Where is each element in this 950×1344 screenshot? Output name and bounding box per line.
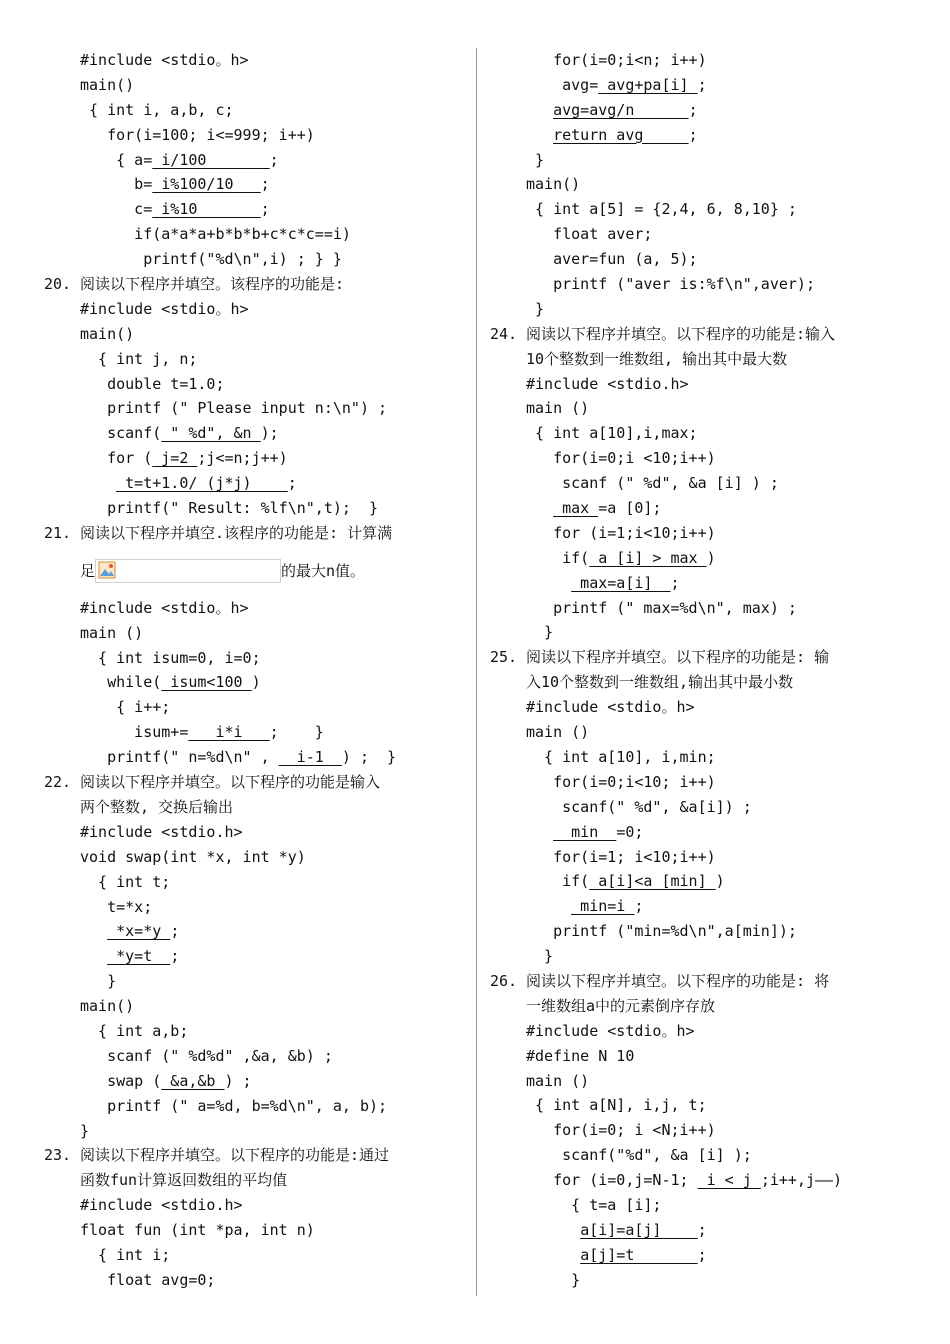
blank-answer: max bbox=[553, 499, 599, 518]
line-suffix: ) bbox=[251, 673, 261, 692]
line-text: for(i=1; i<10;i++) bbox=[526, 847, 716, 866]
line-text: 阅读以下程序并填空。以下程序的功能是输入 bbox=[80, 773, 381, 792]
question-line bbox=[44, 272, 464, 297]
code-line bbox=[490, 247, 920, 272]
line-suffix: ; bbox=[634, 897, 644, 916]
code-line bbox=[490, 521, 920, 546]
line-text: for(i=100; i<=999; i++) bbox=[80, 125, 315, 144]
blank-answer: i%100/10 bbox=[152, 175, 261, 194]
code-line bbox=[490, 770, 920, 795]
code-line bbox=[490, 695, 920, 720]
line-text: if( bbox=[526, 872, 590, 891]
line-text: 阅读以下程序并填空。以下程序的功能是: 输 bbox=[526, 648, 830, 667]
code-line bbox=[490, 123, 920, 148]
code-line bbox=[490, 1243, 920, 1268]
question-number: 26. bbox=[490, 971, 518, 990]
line-text: } bbox=[526, 623, 554, 642]
line-text: printf(" n=%d\n" , bbox=[80, 748, 279, 767]
question-number: 23. bbox=[44, 1146, 72, 1165]
code-line bbox=[44, 1168, 464, 1193]
code-line bbox=[490, 919, 920, 944]
line-text: #include <stdio.h> bbox=[80, 822, 243, 841]
code-line bbox=[490, 745, 920, 770]
line-text: for(i=0;i<n; i++) bbox=[526, 51, 707, 69]
line-text: for(i=0; i <N;i++) bbox=[526, 1121, 716, 1140]
line-suffix: ;i++,j——) bbox=[760, 1171, 843, 1190]
line-suffix: ) bbox=[706, 548, 716, 567]
code-line bbox=[490, 994, 920, 1019]
line-text: { int t; bbox=[80, 872, 171, 891]
code-line bbox=[490, 1069, 920, 1094]
left-column bbox=[44, 48, 464, 1293]
line-text: while( bbox=[80, 673, 162, 692]
line-text: aver=fun (a, 5); bbox=[526, 250, 698, 269]
line-text: { int a[5] = {2,4, 6, 8,10} ; bbox=[526, 200, 797, 219]
line-text: printf (" Please input n:\n") ; bbox=[80, 399, 388, 418]
line-text bbox=[80, 922, 107, 940]
code-line bbox=[490, 894, 920, 919]
code-line bbox=[490, 73, 920, 98]
line-text: #include <stdio。h> bbox=[80, 299, 249, 318]
code-line bbox=[44, 496, 464, 521]
line-text: scanf( bbox=[80, 424, 162, 443]
line-text: for (i=1;i<10;i++) bbox=[526, 523, 716, 542]
line-text: for(i=0;i <10;i++) bbox=[526, 449, 716, 468]
code-line bbox=[44, 670, 464, 695]
code-line bbox=[44, 720, 464, 745]
line-suffix: ; bbox=[688, 125, 698, 144]
line-text: 入10个整数到一维数组,输出其中最小数 bbox=[526, 673, 794, 692]
code-line bbox=[44, 1019, 464, 1044]
blank-answer: return avg bbox=[553, 125, 689, 144]
line-suffix: ; bbox=[170, 922, 180, 941]
blank-answer: min=i bbox=[571, 897, 635, 916]
line-text bbox=[526, 101, 553, 119]
code-line bbox=[44, 845, 464, 870]
formula-image bbox=[95, 559, 281, 583]
line-text: isum+= bbox=[80, 723, 189, 742]
code-line bbox=[490, 620, 920, 645]
code-line bbox=[490, 546, 920, 571]
code-line bbox=[44, 994, 464, 1019]
question-number: 25. bbox=[490, 648, 518, 667]
question-line bbox=[490, 969, 920, 994]
code-line bbox=[44, 944, 464, 969]
code-line bbox=[490, 869, 920, 894]
code-line bbox=[490, 272, 920, 297]
blank-answer: t=t+1.0/ (j*j) bbox=[116, 474, 288, 493]
code-line bbox=[490, 1193, 920, 1218]
line-text: b= bbox=[80, 175, 153, 194]
code-line bbox=[44, 372, 464, 397]
line-text: main() bbox=[80, 75, 135, 94]
line-text: { int a[N], i,j, t; bbox=[526, 1096, 707, 1115]
line-text: #include <stdio。h> bbox=[80, 51, 249, 69]
line-text: #define N 10 bbox=[526, 1046, 635, 1065]
code-line bbox=[44, 322, 464, 347]
line-text: 阅读以下程序并填空。该程序的功能是: bbox=[80, 275, 345, 294]
blank-answer: *x=*y bbox=[107, 922, 171, 941]
code-line bbox=[44, 247, 464, 272]
right-column bbox=[490, 48, 920, 1293]
line-text: #include <stdio.h> bbox=[526, 374, 689, 393]
line-suffix: 的最大n值。 bbox=[281, 561, 366, 580]
blank-answer: max=a[i] bbox=[571, 573, 671, 592]
code-line bbox=[490, 496, 920, 521]
line-text: main () bbox=[526, 723, 590, 742]
code-line bbox=[44, 123, 464, 148]
line-text: printf ("min=%d\n",a[min]); bbox=[526, 922, 797, 941]
blank-answer: min bbox=[553, 822, 617, 841]
line-text bbox=[80, 947, 107, 965]
code-line bbox=[490, 471, 920, 496]
code-line bbox=[44, 1044, 464, 1069]
code-line bbox=[44, 347, 464, 372]
code-line bbox=[44, 646, 464, 671]
line-text: 阅读以下程序并填空。以下程序的功能是:输入 bbox=[526, 324, 836, 343]
line-text: 一维数组a中的元素倒序存放 bbox=[526, 996, 716, 1015]
code-line bbox=[490, 1218, 920, 1243]
line-text: printf("%d\n",i) ; } } bbox=[80, 250, 342, 269]
code-line bbox=[44, 870, 464, 895]
question-number: 21. bbox=[44, 523, 72, 542]
line-suffix: ; bbox=[697, 75, 707, 94]
code-line bbox=[490, 670, 920, 695]
line-text: { int j, n; bbox=[80, 349, 198, 368]
broken-image-icon bbox=[98, 561, 116, 579]
code-line bbox=[44, 621, 464, 646]
code-line bbox=[44, 73, 464, 98]
code-line bbox=[490, 1044, 920, 1069]
blank-answer: avg+pa[i] bbox=[598, 75, 698, 94]
code-line bbox=[44, 820, 464, 845]
line-text bbox=[80, 474, 116, 492]
line-suffix: ; bbox=[260, 200, 270, 219]
code-line bbox=[44, 222, 464, 247]
line-text: #include <stdio。h> bbox=[526, 1021, 695, 1040]
line-text: for (i=0,j=N-1; bbox=[526, 1171, 698, 1190]
code-line bbox=[44, 98, 464, 123]
line-text bbox=[526, 1221, 580, 1239]
line-text: main() bbox=[526, 175, 581, 194]
blank-answer: i*i bbox=[188, 723, 270, 742]
line-text: scanf("%d", &a [i] ); bbox=[526, 1146, 752, 1165]
line-suffix: =a [0]; bbox=[598, 499, 662, 518]
blank-answer: i%10 bbox=[152, 200, 261, 219]
code-line bbox=[490, 596, 920, 621]
code-line bbox=[490, 197, 920, 222]
code-line bbox=[44, 546, 464, 596]
line-text bbox=[526, 499, 553, 517]
code-line bbox=[44, 48, 464, 73]
line-text: { int a[10], i,min; bbox=[526, 747, 716, 766]
line-text: { int isum=0, i=0; bbox=[80, 648, 261, 667]
question-line bbox=[490, 322, 920, 347]
line-suffix: ; bbox=[260, 175, 270, 194]
code-line bbox=[490, 1118, 920, 1143]
line-text: printf (" a=%d, b=%d\n", a, b); bbox=[80, 1096, 388, 1115]
code-line bbox=[490, 297, 920, 322]
line-suffix: ; bbox=[697, 1220, 707, 1239]
blank-answer: a[i]<a [min] bbox=[589, 872, 716, 891]
code-line bbox=[44, 695, 464, 720]
code-line bbox=[490, 944, 920, 969]
line-text: scanf(" %d", &a[i]) ; bbox=[526, 797, 752, 816]
line-text: #include <stdio。h> bbox=[80, 598, 249, 617]
line-text: avg= bbox=[526, 75, 599, 94]
line-suffix: ; bbox=[170, 947, 180, 966]
line-text: 阅读以下程序并填空.该程序的功能是: 计算满 bbox=[80, 523, 393, 542]
line-text: c= bbox=[80, 200, 153, 219]
code-line bbox=[490, 1268, 920, 1293]
code-line bbox=[490, 98, 920, 123]
line-text: float avg=0; bbox=[80, 1270, 216, 1289]
blank-answer: i < j bbox=[697, 1171, 761, 1190]
code-line bbox=[44, 1243, 464, 1268]
line-text: { int a[10],i,max; bbox=[526, 424, 698, 443]
line-suffix: ;j<=n;j++) bbox=[197, 449, 288, 468]
line-text bbox=[526, 1246, 580, 1264]
code-line bbox=[490, 720, 920, 745]
line-text: swap ( bbox=[80, 1071, 162, 1090]
code-line bbox=[490, 148, 920, 173]
line-text: printf ("aver is:%f\n",aver); bbox=[526, 275, 815, 294]
line-text bbox=[526, 574, 571, 592]
code-line bbox=[44, 421, 464, 446]
blank-answer: avg=avg/n bbox=[553, 100, 689, 119]
code-line bbox=[490, 421, 920, 446]
code-line bbox=[490, 446, 920, 471]
line-text: { a= bbox=[80, 150, 153, 169]
code-line bbox=[44, 969, 464, 994]
code-line bbox=[490, 1093, 920, 1118]
blank-answer: i/100 bbox=[152, 150, 270, 169]
line-text: float fun (int *pa, int n) bbox=[80, 1221, 315, 1240]
line-text: 足 bbox=[80, 561, 96, 580]
code-line bbox=[44, 745, 464, 770]
line-text: } bbox=[526, 947, 554, 966]
line-text: main () bbox=[80, 623, 144, 642]
column-divider bbox=[476, 48, 477, 1296]
line-text: } bbox=[526, 1270, 581, 1289]
line-text: for ( bbox=[80, 449, 153, 468]
code-line bbox=[44, 1268, 464, 1293]
blank-answer: a[i]=a[j] bbox=[580, 1220, 698, 1239]
line-text: #include <stdio.h> bbox=[80, 1196, 243, 1215]
code-line bbox=[44, 1193, 464, 1218]
question-number: 20. bbox=[44, 275, 72, 294]
code-line bbox=[44, 1069, 464, 1094]
line-text: 函数fun计算返回数组的平均值 bbox=[80, 1171, 288, 1190]
line-text: } bbox=[526, 150, 545, 169]
code-line bbox=[490, 1168, 920, 1193]
blank-answer: isum<100 bbox=[161, 673, 252, 692]
blank-answer: j=2 bbox=[152, 449, 198, 468]
line-suffix: ; bbox=[269, 150, 279, 169]
line-text: void swap(int *x, int *y) bbox=[80, 847, 306, 866]
code-line bbox=[44, 396, 464, 421]
code-line bbox=[490, 396, 920, 421]
line-text: main () bbox=[526, 399, 590, 418]
line-text: { int a,b; bbox=[80, 1021, 189, 1040]
line-suffix: ; bbox=[670, 573, 680, 592]
line-text: t=*x; bbox=[80, 897, 153, 916]
line-text: printf (" max=%d\n", max) ; bbox=[526, 598, 797, 617]
line-text: printf(" Result: %lf\n",t); } bbox=[80, 499, 379, 518]
line-text: double t=1.0; bbox=[80, 374, 225, 393]
line-text: scanf (" %d", &a [i] ) ; bbox=[526, 474, 779, 493]
code-line bbox=[490, 347, 920, 372]
code-line bbox=[490, 372, 920, 397]
code-line bbox=[44, 297, 464, 322]
line-suffix: ) ; } bbox=[341, 748, 397, 767]
question-number: 22. bbox=[44, 773, 72, 792]
line-text: main() bbox=[80, 324, 135, 343]
blank-answer: a [i] > max bbox=[589, 548, 707, 567]
question-line bbox=[490, 645, 920, 670]
line-suffix: ; } bbox=[269, 723, 324, 742]
blank-answer: &a,&b bbox=[161, 1071, 225, 1090]
line-text: } bbox=[80, 1121, 90, 1140]
line-text: 阅读以下程序并填空。以下程序的功能是:通过 bbox=[80, 1146, 390, 1165]
code-line bbox=[490, 172, 920, 197]
line-text: { t=a [i]; bbox=[526, 1195, 662, 1214]
question-number: 24. bbox=[490, 324, 518, 343]
question-line bbox=[44, 1143, 464, 1168]
line-text bbox=[526, 126, 553, 144]
line-text: 阅读以下程序并填空。以下程序的功能是: 将 bbox=[526, 971, 830, 990]
code-line bbox=[44, 596, 464, 621]
code-line bbox=[44, 795, 464, 820]
code-line bbox=[44, 1218, 464, 1243]
line-text: { int i; bbox=[80, 1245, 171, 1264]
line-text: { i++; bbox=[80, 698, 171, 717]
line-text bbox=[526, 823, 553, 841]
code-line bbox=[44, 919, 464, 944]
line-suffix: ; bbox=[688, 100, 698, 119]
line-text: if( bbox=[526, 548, 590, 567]
code-line bbox=[490, 820, 920, 845]
line-text: 10个整数到一维数组, 输出其中最大数 bbox=[526, 349, 788, 368]
line-text: float aver; bbox=[526, 225, 653, 244]
code-line bbox=[490, 222, 920, 247]
line-text: { int i, a,b, c; bbox=[80, 100, 234, 119]
blank-answer: " %d", &n bbox=[161, 424, 261, 443]
line-text: #include <stdio。h> bbox=[526, 698, 695, 717]
code-line bbox=[44, 1119, 464, 1144]
line-suffix: ; bbox=[697, 1245, 707, 1264]
line-text: 两个整数, 交换后输出 bbox=[80, 797, 234, 816]
line-text bbox=[526, 897, 571, 915]
line-text: } bbox=[80, 972, 117, 991]
line-suffix: ; bbox=[287, 474, 297, 493]
code-line bbox=[44, 895, 464, 920]
code-line bbox=[490, 571, 920, 596]
line-text: main () bbox=[526, 1071, 590, 1090]
code-line bbox=[44, 1094, 464, 1119]
code-line bbox=[44, 148, 464, 173]
question-line bbox=[44, 770, 464, 795]
code-line bbox=[490, 1143, 920, 1168]
code-line bbox=[490, 48, 920, 73]
line-text: for(i=0;i<10; i++) bbox=[526, 772, 716, 791]
line-suffix: =0; bbox=[616, 822, 644, 841]
line-text: main() bbox=[80, 997, 135, 1016]
line-text: if(a*a*a+b*b*b+c*c*c==i) bbox=[80, 225, 351, 244]
question-line bbox=[44, 521, 464, 546]
code-line bbox=[44, 446, 464, 471]
blank-answer: i-1 bbox=[278, 748, 342, 767]
code-line bbox=[44, 471, 464, 496]
code-line bbox=[44, 197, 464, 222]
code-line bbox=[44, 172, 464, 197]
line-text: scanf (" %d%d" ,&a, &b) ; bbox=[80, 1046, 333, 1065]
line-suffix: ); bbox=[260, 424, 279, 443]
code-line bbox=[490, 845, 920, 870]
code-line bbox=[490, 795, 920, 820]
code-line bbox=[490, 1019, 920, 1044]
blank-answer: a[j]=t bbox=[580, 1245, 698, 1264]
line-suffix: ) ; bbox=[224, 1071, 252, 1090]
line-text: } bbox=[526, 299, 545, 318]
blank-answer: *y=t bbox=[107, 947, 171, 966]
line-suffix: ) bbox=[715, 872, 725, 891]
